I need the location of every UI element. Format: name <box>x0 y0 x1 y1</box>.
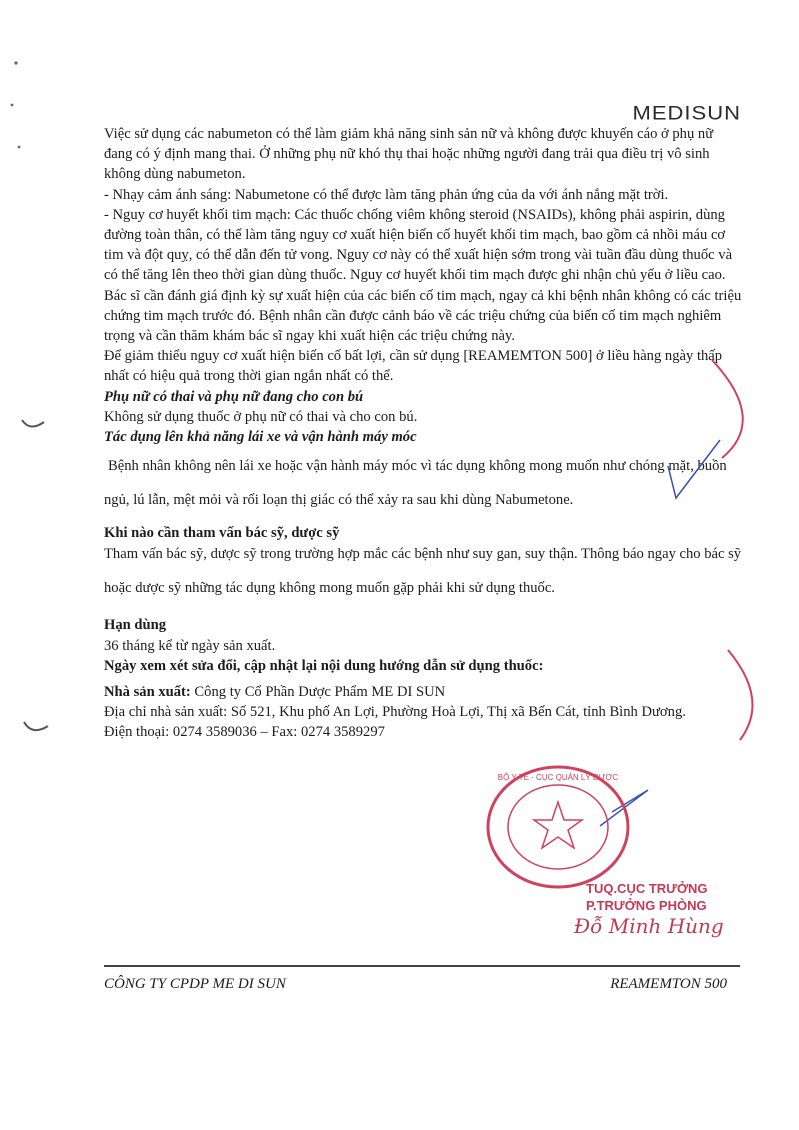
signature-title-1: TUQ.CỤC TRƯỞNG <box>586 881 708 896</box>
footer-product: REAMEMTON 500 <box>610 976 727 992</box>
cardio-assessment-paragraph: Bác sĩ cần đánh giá định kỳ sự xuất hiện của các biến cố tim mạch, ngay cả khi bệnh nhân không có các triệu chứng tim mạch trước đó. Bệnh nhân cần được cảnh báo về các triệu chứng của biến cố tim mạch nghiêm trọng và cần thăm khám bác sĩ ngay khi xuất hiện các triệu chứng này. <box>104 287 742 345</box>
signature-title-2: P.TRƯỞNG PHÒNG <box>586 898 707 913</box>
expiry-heading: Hạn dùng <box>104 617 167 634</box>
thrombosis-paragraph: - Nguy cơ huyết khối tim mạch: Các thuốc chống viêm không steroid (NSAIDs), không phải aspirin, dùng đường toàn thân, có thể làm tăng nguy cơ xuất hiện biến cố huyết khối tim mạch, bao gồm cả nhồi máu cơ tim và đột quỵ, có thể dẫn đến tử vong. Nguy cơ này có thể xuất hiện sớm trong vài tuần đầu dùng thuốc và có thể tăng lên theo thời gian dùng thuốc. Nguy cơ huyết khối tim mạch được ghi nhận chủ yếu ở liều cao. <box>104 206 733 284</box>
review-date-heading: Ngày xem xét sửa đổi, cập nhật lại nội dung hướng dẫn sử dụng thuốc: <box>104 657 544 674</box>
phone-line: Điện thoại: 0274 3589036 – Fax: 0274 3589297 <box>104 724 385 741</box>
driving-heading: Tác dụng lên khả năng lái xe và vận hành máy móc <box>104 429 417 446</box>
manufacturer-name: Công ty Cổ Phần Dược Phẩm ME DI SUN <box>190 684 446 701</box>
pregnancy-heading: Phụ nữ có thai và phụ nữ đang cho con bú <box>104 388 364 405</box>
company-logo: MEDISUN <box>632 101 741 124</box>
fertility-paragraph: Việc sử dụng các nabumeton có thể làm giảm khả năng sinh sản nữ và không được khuyến cáo ở phụ nữ đang có ý định mang thai. Ở những phụ nữ khó thụ thai hoặc những người đang trải qua điều trị vô sinh không dùng nabumeton. <box>104 126 714 183</box>
address-line: Địa chỉ nhà sản xuất: Số 521, Khu phố An Lợi, Phường Hoà Lợi, Thị xã Bến Cát, tỉnh Bình Dương. <box>104 704 686 721</box>
signature-name: Đỗ Minh Hùng <box>574 914 724 938</box>
footer-company: CÔNG TY CPDP ME DI SUN <box>104 976 286 992</box>
consult-text: Tham vấn bác sỹ, dược sỹ trong trường hợp mắc các bệnh như suy gan, suy thận. Thông báo ngay cho bác sỹ hoặc dược sỹ những tác dụng không mong muốn gặp phải khi sử dụng thuốc. <box>104 546 742 597</box>
footer-divider <box>104 965 740 967</box>
driving-text: Bệnh nhân không nên lái xe hoặc vận hành máy móc vì tác dụng không mong muốn như chóng mặt, buồn ngủ, lú lẫn, mệt mỏi và rối loạn thị giác có thể xảy ra sau khi dùng Nabumetone. <box>104 458 727 509</box>
signature-block <box>574 880 756 938</box>
pregnancy-text: Không sử dụng thuốc ở phụ nữ có thai và cho con bú. <box>104 408 418 425</box>
stamp-text: BỘ Y TẾ · CỤC QUẢN LÝ DƯỢC <box>497 773 619 782</box>
official-stamp <box>482 762 634 892</box>
dose-paragraph: Để giảm thiểu nguy cơ xuất hiện biến cố bất lợi, cần sử dụng [REAMEMTON 500] ở liều hàng ngày thấp nhất có hiệu quả trong thời gian ngắn nhất có thể. <box>104 348 723 385</box>
manufacturer-label: Nhà sản xuất: <box>104 684 191 701</box>
photosensitivity-paragraph: - Nhạy cảm ánh sáng: Nabumetone có thể được làm tăng phản ứng của da với ánh nắng mặt trời. <box>104 186 669 203</box>
consult-heading: Khi nào cần tham vấn bác sỹ, dược sỹ <box>104 525 340 542</box>
expiry-text: 36 tháng kể từ ngày sản xuất. <box>104 637 276 654</box>
